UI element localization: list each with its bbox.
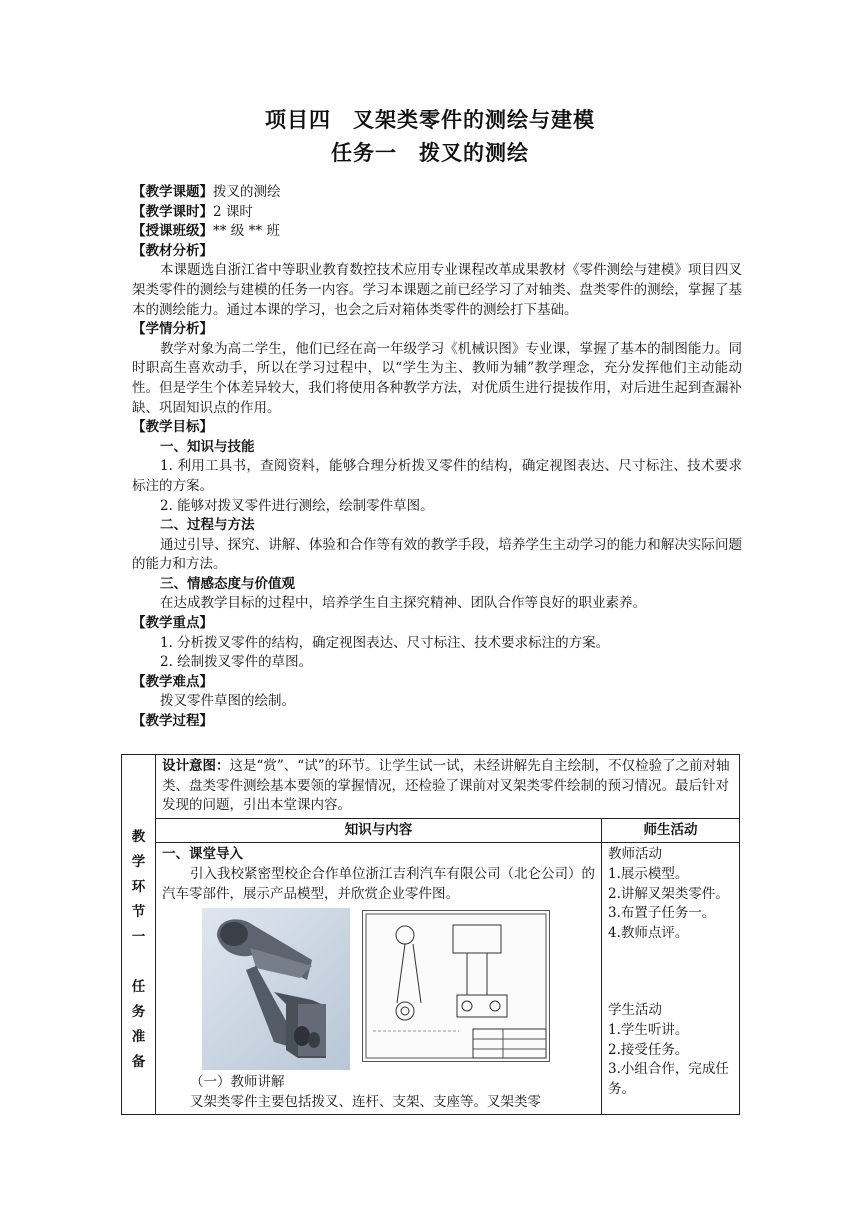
process-heading: 【教学过程】 [132,713,213,730]
col-header-content: 知识与内容 [156,818,602,843]
intro-text: 引入我校紧密型校企合作单位浙江吉利汽车有限公司（北仑公司）的汽车零部件，展示产品模型，并欣赏企业零件图。 [162,865,595,902]
difficulty-heading: 【教学难点】 [132,673,213,690]
student-activity-item: 2.接受任务。 [608,1041,689,1058]
goals-heading: 【教学目标】 [132,419,213,436]
teacher-activity-title: 教师活动 [608,846,662,863]
col-header-activity: 师生活动 [602,818,740,843]
goal-section-3: 三、情感态度与价值观 [160,575,295,592]
lecture-heading: （一）教师讲解 [190,1074,285,1091]
task-title: 任务一 拨叉的测绘 [331,141,529,165]
goal-1-item-1: 1. 利用工具书，查阅资料，能够合理分析拨叉零件的结构，确定视图表达、尺寸标注、技术要求标注的方案。 [132,458,742,494]
engineering-drawing-image [362,910,550,1062]
teacher-activity-item: 1.展示模型。 [608,865,689,882]
difficulty-text: 拨叉零件草图的绘制。 [160,693,295,710]
figures [162,908,595,1073]
teacher-activity-item: 4.教师点评。 [608,924,689,941]
lecture-text: 叉架类零件主要包括拨叉、连杆、支架、支座等。叉架类零 [190,1093,541,1110]
teacher-activity-item: 2.讲解叉架类零件。 [608,885,729,902]
process-table [121,754,740,1115]
key-item-2: 2. 绘制拨叉零件的草图。 [160,654,313,671]
goal-section-2: 二、过程与方法 [160,517,255,534]
student-activity-title: 学生活动 [608,1002,662,1019]
key-heading: 【教学重点】 [132,615,213,632]
goal-2-text: 通过引导、探究、讲解、体验和合作等有效的教学手段，培养学生主动学习的能力和解决实际问题的能力和方法。 [132,536,742,573]
design-intent: 设计意图：这是“赏”、“试”的环节。让学生试一试，未经讲解先自主绘制，不仅检验了之前对轴类、盘类零件测绘基本要领的掌握情况，还检验了课前对叉架类零件绘制的预习情况。最后针对发现的问题，引出本堂课内容。 [156,755,740,819]
students-text: 教学对象为高二学生，他们已经在高一年级学习《机械识图》专业课，掌握了基本的制图能力。同时职高生喜欢动手，所以在学习过程中，以“学生为主、教师为辅”教学理念，充分发挥他们主动能动性。但是学生个体差异较大，我们将使用各种教学方法，对优质生进行提拔作用，对后进生起到查漏补缺、巩固知识点的作用。 [132,340,742,416]
teacher-activity-item: 3.布置子任务一。 [608,905,716,922]
key-item-1: 1. 分析拨叉零件的结构，确定视图表达、尺寸标注、技术要求标注的方案。 [160,634,610,651]
students-heading: 【学情分析】 [132,321,213,338]
project-title: 项目四 叉架类零件的测绘与建模 [265,108,595,132]
part-3d-model-image [202,908,350,1070]
textbook-text: 本课题选自浙江省中等职业教育数控技术应用专业课程改革成果教材《零件测绘与建模》项目四叉架类零件的测绘与建模的任务一内容。学习本课题之前已经学习了对轴类、盘类零件的测绘，掌握了基本的测绘能力。通过本课的学习，也会之后对箱体类零件的测绘打下基础。 [132,262,742,318]
goal-3-text: 在达成教学目标的过程中，培养学生自主探究精神、团队合作等良好的职业素养。 [160,595,646,612]
goal-section-1: 一、知识与技能 [160,438,255,455]
goal-1-item-2: 2. 能够对拨叉零件进行测绘，绘制零件草图。 [160,497,434,514]
activities [602,843,740,1115]
hours-line: 【教学课时】2 课时 [132,203,253,220]
stage-label: 教 学 环 节 一 任 务 准 备 [122,755,156,1115]
student-activity-item: 3.小组合作，完成任务。 [608,1061,729,1097]
knowledge-content [156,843,602,1115]
student-activity-item: 1.学生听讲。 [608,1021,689,1038]
textbook-heading: 【教材分析】 [132,242,213,259]
topic-line: 【教学课题】拨叉的测绘 [132,184,281,200]
intro-heading: 一、课堂导入 [162,846,243,863]
document-body [132,183,742,732]
class-line: 【授课班级】** 级 ** 班 [132,223,280,240]
